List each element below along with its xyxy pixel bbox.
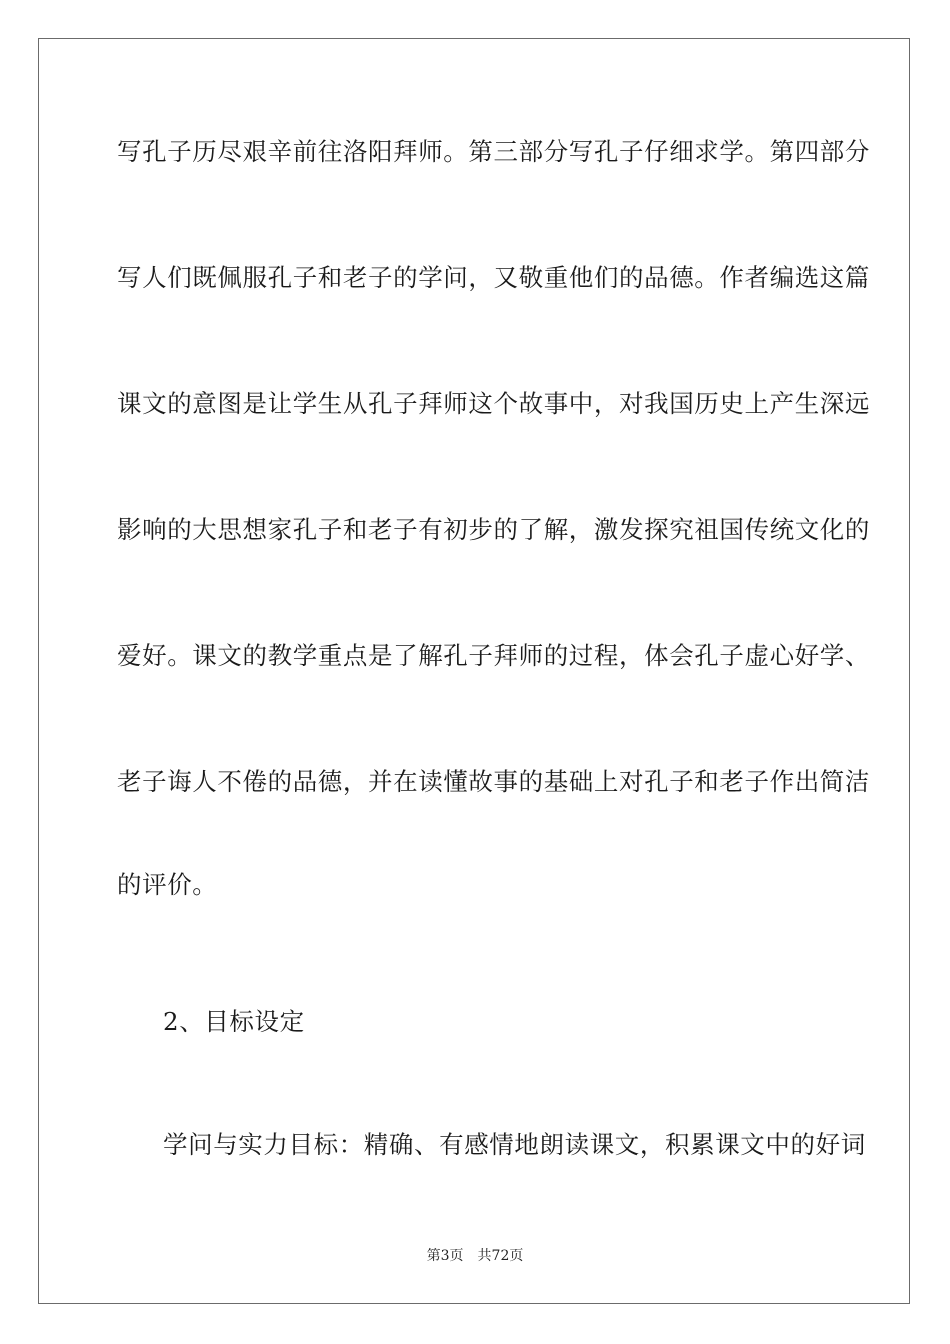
body-text-line: 写人们既佩服孔子和老子的学问，又敬重他们的品德。作者编选这篇 (117, 263, 870, 292)
body-text-line: 学问与实力目标：精确、有感情地朗读课文，积累课文中的好词 (163, 1130, 866, 1159)
section-heading: 2、目标设定 (163, 1007, 305, 1036)
body-text-line: 影响的大思想家孔子和老子有初步的了解，激发探究祖国传统文化的 (117, 515, 870, 544)
page-total: 共72页 (477, 1248, 524, 1264)
body-text-line: 课文的意图是让学生从孔子拜师这个故事中，对我国历史上产生深远 (117, 389, 870, 418)
page-number: 第3页 (426, 1248, 464, 1264)
body-text-line: 的评价。 (117, 870, 218, 899)
body-text-line: 老子诲人不倦的品德，并在读懂故事的基础上对孔子和老子作出简洁 (117, 767, 870, 796)
body-text-line: 爱好。课文的教学重点是了解孔子拜师的过程，体会孔子虚心好学、 (117, 641, 870, 670)
body-text-line: 写孔子历尽艰辛前往洛阳拜师。第三部分写孔子仔细求学。第四部分 (117, 137, 870, 166)
page-footer (0, 1247, 950, 1265)
